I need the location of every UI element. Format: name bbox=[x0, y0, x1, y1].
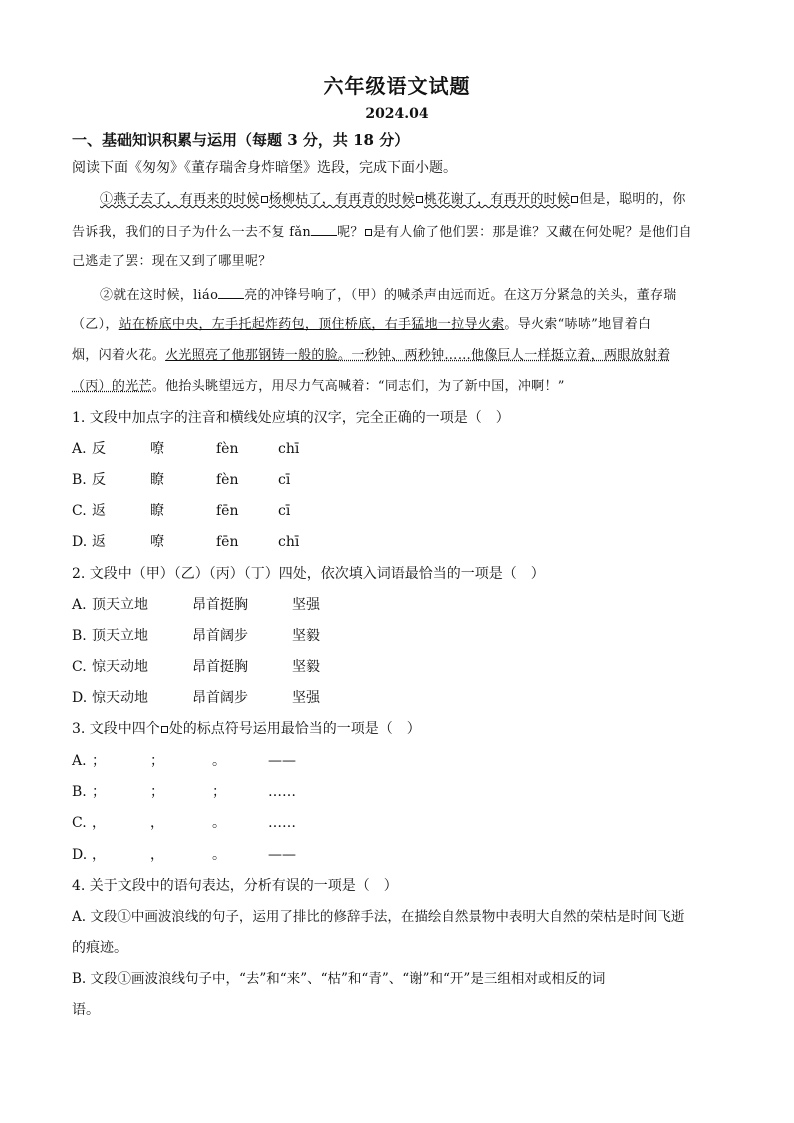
passage-text: 呢？ bbox=[337, 225, 364, 240]
q3-option-b[interactable] bbox=[72, 782, 296, 802]
passage-text: 烟，闪着火花。 bbox=[72, 348, 166, 363]
q1-option-c[interactable] bbox=[72, 501, 291, 521]
q3-option-c[interactable] bbox=[72, 813, 296, 833]
q4-option-a-cont: 的痕迹。 bbox=[72, 940, 128, 956]
passage-p2-line2 bbox=[72, 315, 651, 335]
option-cell: 。 bbox=[212, 847, 226, 863]
option-label: A. bbox=[72, 441, 87, 457]
option-cell: ； bbox=[150, 753, 164, 769]
question-1-stem: 1. 文段中加点字的注音和横线处应填的汉字，完全正确的一项是（ ） bbox=[72, 410, 510, 426]
option-cell: 瞭 bbox=[150, 503, 164, 519]
option-label: B. bbox=[72, 628, 87, 644]
question-3-stem bbox=[72, 719, 421, 739]
option-cell: 昂首阔步 bbox=[192, 628, 248, 644]
option-cell: 。 bbox=[212, 815, 226, 831]
passage-p2-line3 bbox=[72, 346, 671, 366]
blank-square-icon bbox=[161, 726, 168, 733]
option-cell: 昂首挺胸 bbox=[192, 659, 248, 675]
underlined-text: 火光照亮了他那钢铸一般的脸 bbox=[165, 348, 339, 363]
option-cell: chī bbox=[278, 441, 300, 457]
q2-option-d[interactable] bbox=[72, 688, 320, 708]
question-text: 3. 文段中四个 bbox=[72, 721, 160, 737]
passage-text: 是有人偷了他们罢：那是谁？又藏在何处呢？是他们自 bbox=[372, 225, 692, 240]
option-label: A. bbox=[72, 753, 87, 769]
option-cell: 嘹 bbox=[150, 441, 164, 457]
q3-option-d[interactable] bbox=[72, 845, 296, 865]
q2-option-b[interactable] bbox=[72, 626, 320, 646]
passage-text: 亮的冲锋号响了，（甲）的喊杀声由远而近。在这万分紧急的关头，董存瑞 bbox=[244, 288, 677, 303]
passage-text: ②就在这时候，liáo bbox=[100, 288, 219, 303]
passage-p1-line2 bbox=[72, 221, 692, 243]
fill-blank bbox=[218, 284, 244, 299]
option-cell: 反 bbox=[92, 472, 106, 488]
option-cell: 。 bbox=[212, 753, 226, 769]
blank-square-icon bbox=[261, 196, 268, 203]
option-label: D. bbox=[72, 847, 88, 863]
wavy-text: 桃花谢了，有再开的时候 bbox=[423, 192, 571, 207]
option-cell: ， bbox=[150, 815, 164, 831]
underlined-text: 站在桥底中央，左手托起炸药包，顶住桥底，右手猛地一拉导火索 bbox=[118, 317, 505, 332]
option-cell: fèn bbox=[216, 472, 239, 488]
option-cell: ， bbox=[92, 847, 106, 863]
option-cell: ； bbox=[92, 753, 106, 769]
option-cell: fēn bbox=[216, 534, 239, 550]
option-cell: chī bbox=[278, 534, 300, 550]
option-cell: ， bbox=[150, 847, 164, 863]
option-cell: 坚强 bbox=[292, 690, 320, 706]
passage-text: 。导火索“哧哧”地冒着白 bbox=[504, 317, 652, 332]
page-title: 六年级语文试题 bbox=[323, 74, 471, 98]
q3-option-a[interactable] bbox=[72, 751, 296, 771]
passage-p2-line1 bbox=[100, 284, 677, 306]
option-cell: ； bbox=[92, 784, 106, 800]
option-label: C. bbox=[72, 503, 87, 519]
exam-date: 2024.04 bbox=[365, 106, 429, 122]
q4-option-b[interactable]: B. 文段①画波浪线句子中，“去”和“来”、“枯”和“青”、“谢”和“开”是三组相对或相反的词 bbox=[72, 971, 606, 987]
wavy-text: ①燕子去了，有再来的时候 bbox=[100, 192, 260, 207]
q1-option-d[interactable] bbox=[72, 532, 300, 552]
option-cell: 顶天立地 bbox=[92, 597, 148, 613]
option-label: D. bbox=[72, 534, 88, 550]
blank-square-icon bbox=[365, 229, 372, 236]
dotted-text: （丙）的光芒 bbox=[72, 379, 152, 394]
blank-square-icon bbox=[416, 196, 423, 203]
q4-option-b-cont: 语。 bbox=[72, 1002, 100, 1018]
option-cell: 昂首阔步 bbox=[192, 690, 248, 706]
option-cell: —— bbox=[268, 753, 296, 769]
option-cell: 嘹 bbox=[150, 534, 164, 550]
option-label: B. bbox=[72, 472, 87, 488]
q2-option-c[interactable] bbox=[72, 657, 320, 677]
blank-square-icon bbox=[571, 196, 578, 203]
option-cell: 顶天立地 bbox=[92, 628, 148, 644]
fill-blank bbox=[311, 221, 337, 236]
passage-p1-line3: 己逃走了罢：现在又到了哪里呢？ bbox=[72, 254, 272, 269]
option-cell: 坚强 bbox=[292, 597, 320, 613]
option-cell: ， bbox=[92, 815, 106, 831]
question-text: 处的标点符号运用最恰当的一项是（ ） bbox=[168, 721, 421, 737]
option-cell: fēn bbox=[216, 503, 239, 519]
question-4-stem: 4. 关于文段中的语句表达，分析有误的一项是（ ） bbox=[72, 878, 398, 894]
option-cell: 反 bbox=[92, 441, 106, 457]
option-cell: …… bbox=[268, 815, 296, 831]
passage-p1-line1 bbox=[100, 190, 686, 210]
option-cell: 返 bbox=[92, 534, 106, 550]
option-cell: —— bbox=[268, 847, 296, 863]
option-cell: 坚毅 bbox=[292, 628, 320, 644]
question-2-stem: 2. 文段中（甲）（乙）（丙）（丁）四处，依次填入词语最恰当的一项是（ ） bbox=[72, 566, 545, 582]
dotted-text: 。一秒钟、两秒钟……他像巨人一样挺立着，两眼放射着 bbox=[338, 348, 671, 363]
passage-text: 但是，聪明的，你 bbox=[579, 192, 686, 207]
option-label: D. bbox=[72, 690, 88, 706]
q4-option-a[interactable]: A. 文段①中画波浪线的句子，运用了排比的修辞手法，在描绘自然景物中表明大自然的荣枯是时间飞逝 bbox=[72, 909, 685, 925]
option-cell: 惊天动地 bbox=[92, 659, 148, 675]
option-cell: ； bbox=[150, 784, 164, 800]
wavy-text: 杨柳枯了，有再青的时候 bbox=[268, 192, 415, 207]
option-cell: fèn bbox=[216, 441, 239, 457]
option-cell: …… bbox=[268, 784, 296, 800]
q2-option-a[interactable] bbox=[72, 595, 320, 615]
passage-p2-line4 bbox=[72, 377, 565, 397]
option-cell: 瞭 bbox=[150, 472, 164, 488]
passage-text: 告诉我，我们的日子为什么一去不复 fǎn bbox=[72, 225, 312, 240]
option-label: B. bbox=[72, 784, 87, 800]
option-label: C. bbox=[72, 659, 87, 675]
passage-text: 。他抬头眺望远方，用尽力气高喊着：“同志们，为了新中国，冲啊！” bbox=[151, 379, 565, 394]
option-cell: 昂首挺胸 bbox=[192, 597, 248, 613]
option-cell: cī bbox=[278, 503, 291, 519]
option-label: C. bbox=[72, 815, 87, 831]
section-heading: 一、基础知识积累与运用（每题 3 分，共 18 分） bbox=[72, 131, 410, 149]
q1-option-a[interactable] bbox=[72, 439, 300, 459]
option-cell: ； bbox=[212, 784, 226, 800]
option-cell: 坚毅 bbox=[292, 659, 320, 675]
option-cell: cī bbox=[278, 472, 291, 488]
passage-text: （乙）， bbox=[72, 317, 119, 332]
q1-option-b[interactable] bbox=[72, 470, 291, 490]
option-cell: 返 bbox=[92, 503, 106, 519]
option-cell: 惊天动地 bbox=[92, 690, 148, 706]
option-label: A. bbox=[72, 597, 87, 613]
section-intro: 阅读下面《匆匆》《董存瑞舍身炸暗堡》选段，完成下面小题。 bbox=[72, 160, 457, 176]
